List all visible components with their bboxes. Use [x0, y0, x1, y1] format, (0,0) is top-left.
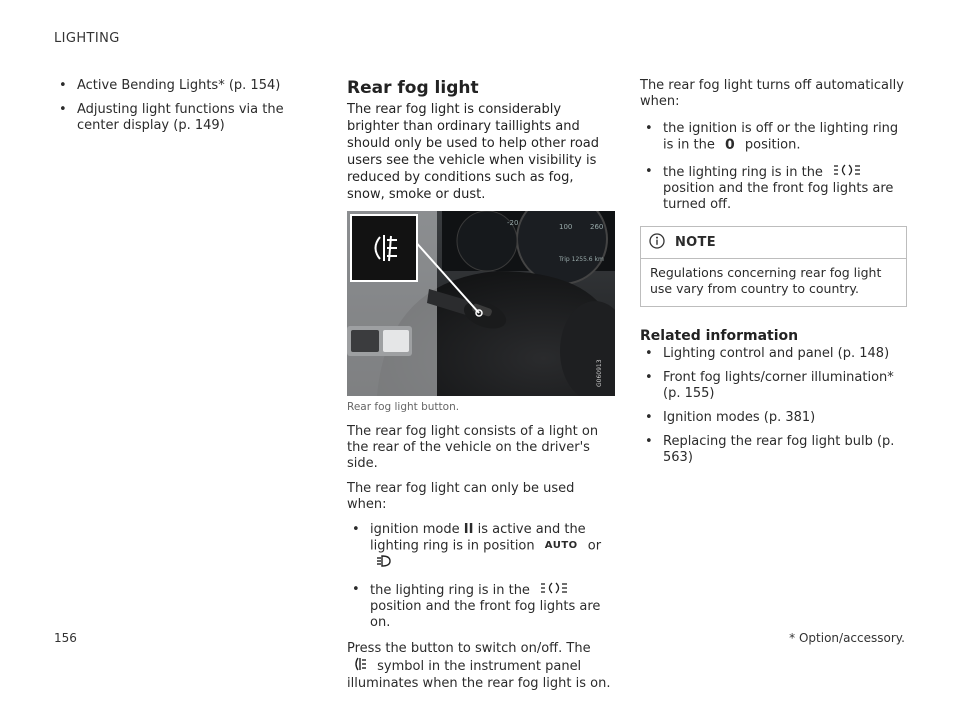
paragraph: The rear fog light turns off automatically when: — [640, 78, 904, 109]
dashboard-illustration — [347, 211, 615, 396]
link-list — [54, 78, 309, 134]
intro-paragraph: The rear fog light is considerably brighter than ordinary taillights and should only be used to help other road users see the vehicle when visibility is reduced by conditions such as fog, snow, smoke or dust. — [347, 102, 600, 202]
note-header — [641, 227, 906, 259]
note-box — [640, 226, 907, 307]
auto-symbol: AUTO — [544, 540, 578, 551]
paragraph: The rear fog light can only be used when: — [347, 481, 575, 512]
svg-text:260: 260 — [590, 223, 604, 231]
position-light-icon — [540, 582, 568, 599]
column-2 — [347, 78, 615, 701]
list-item[interactable]: • Lighting control and panel (p. 148) — [645, 345, 890, 361]
list-item[interactable]: • Active Bending Lights* (p. 154) — [59, 78, 281, 93]
footnote: * Option/accessory. — [789, 631, 905, 645]
paragraph: Press the button to switch on/off. The symbol in the instrument panel illuminates when the rear fog light is on. — [347, 640, 611, 691]
position-light-icon — [833, 164, 861, 181]
list-item[interactable]: • Replacing the rear fog light bulb (p. 563) — [645, 433, 895, 465]
svg-text:100: 100 — [559, 223, 573, 231]
svg-text:G060913: G060913 — [596, 359, 603, 387]
rear-fog-light-icon — [353, 657, 367, 676]
page-number: 156 — [54, 631, 77, 645]
list-item: • the lighting ring is in the position and the front fog lights are turned off. — [645, 163, 894, 212]
rear-fog-light-figure — [347, 211, 615, 396]
condition-list — [347, 522, 615, 631]
column-3 — [640, 78, 907, 474]
list-item[interactable]: • Adjusting light functions via the center display (p. 149) — [59, 102, 284, 133]
related-list — [640, 346, 907, 466]
list-item: • ignition mode II is active and the lighting ring is in position AUTO or — [347, 522, 615, 572]
section-heading: Rear fog light — [347, 78, 479, 98]
column-1 — [54, 78, 309, 142]
list-item[interactable]: • Ignition modes (p. 381) — [645, 409, 816, 425]
paragraph: The rear fog light consists of a light on the rear of the vehicle on the driver's side. — [347, 424, 599, 471]
list-item[interactable]: • Front fog lights/corner illumination* (p. 155) — [645, 369, 894, 401]
headlight-icon — [376, 555, 392, 572]
auto-off-list — [640, 121, 907, 213]
figure-caption: Rear fog light button. — [347, 401, 460, 413]
svg-text:-20: -20 — [507, 219, 519, 227]
related-heading: Related information — [640, 327, 799, 344]
note-text: Regulations concerning rear fog light use vary from country to country. — [650, 264, 882, 296]
list-item: • the ignition is off or the lighting ring is in the 0 position. — [645, 121, 899, 153]
running-head: LIGHTING — [54, 31, 120, 46]
svg-text:Trip 1255.6 km: Trip 1255.6 km — [559, 256, 604, 263]
info-icon — [649, 233, 665, 253]
zero-position-symbol: 0 — [724, 137, 735, 153]
list-item: • the lighting ring is in the position and the front fog lights are on. — [352, 581, 601, 630]
note-title: NOTE — [675, 235, 716, 250]
